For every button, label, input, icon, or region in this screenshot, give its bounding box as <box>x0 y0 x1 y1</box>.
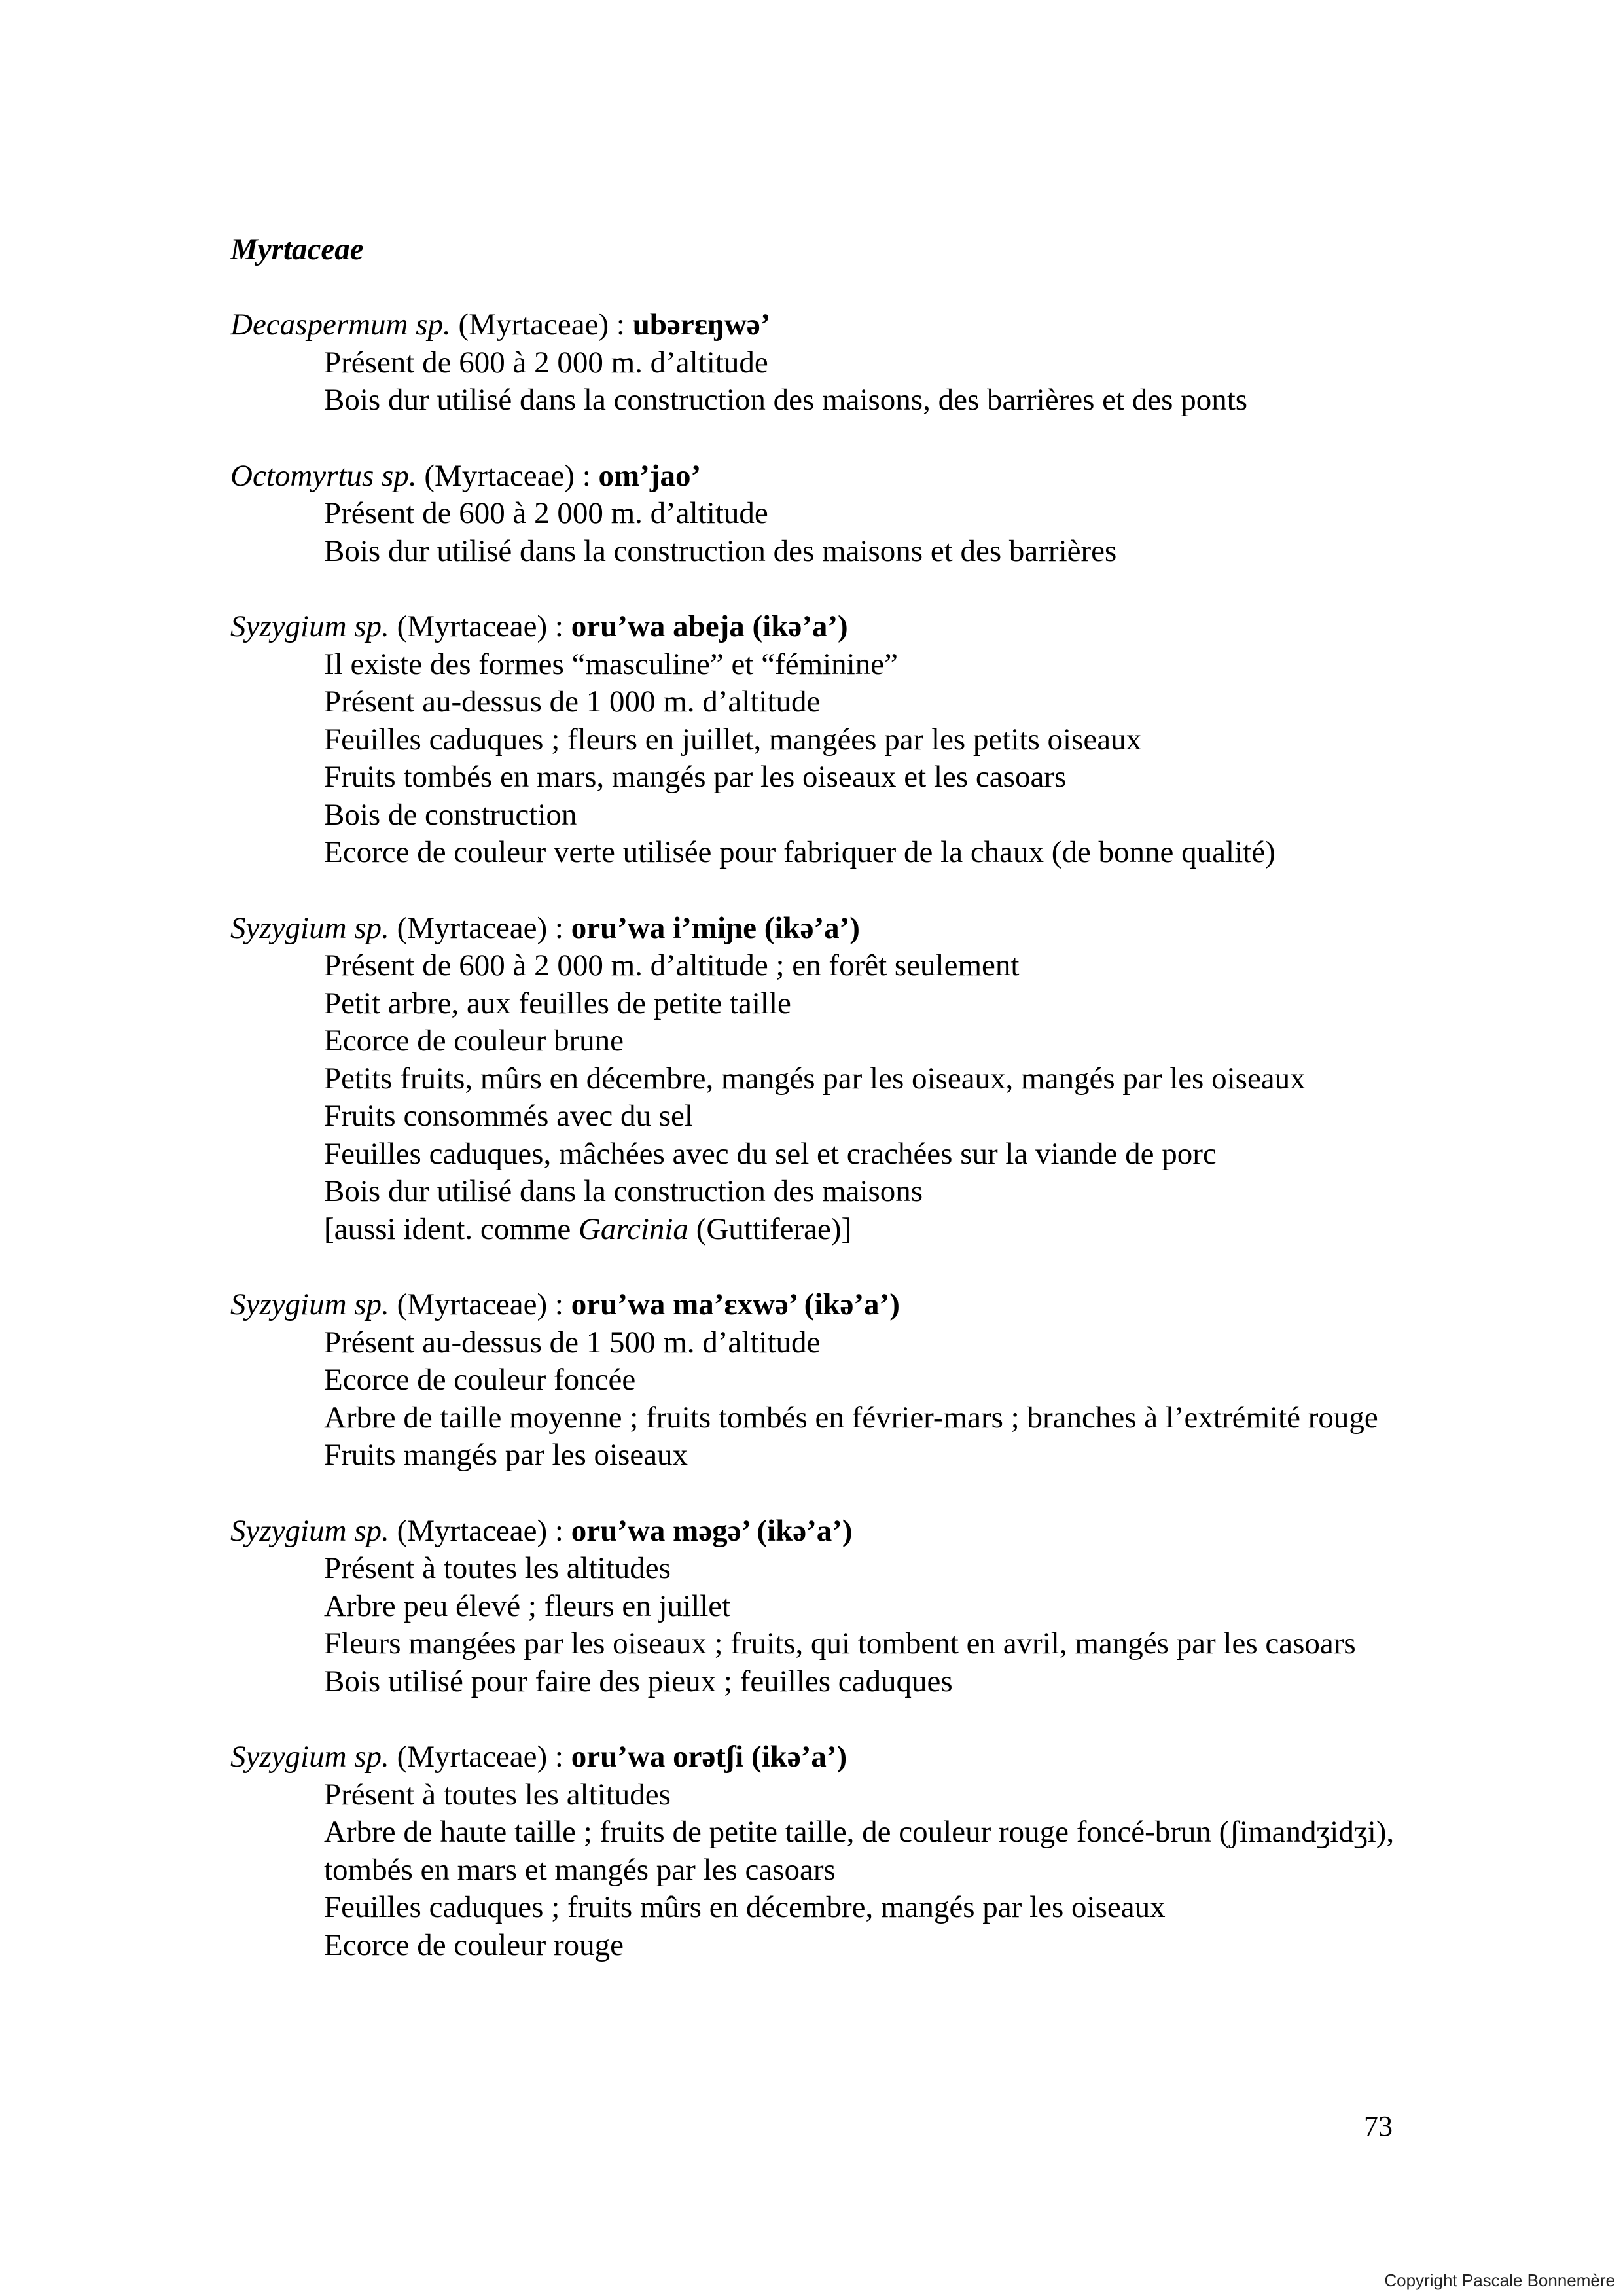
species-heading <box>230 910 1435 948</box>
description-line: Présent à toutes les altitudes <box>324 1551 671 1585</box>
identification-note <box>230 1211 1435 1249</box>
local-name: ubərɛŋwə’ <box>632 308 771 342</box>
description-line: Bois dur utilisé dans la construction des maisons, des barrières et des ponts <box>324 383 1248 417</box>
species-entry <box>230 306 1435 420</box>
species-heading <box>230 306 1435 344</box>
description-line: Feuilles caduques, mâchées avec du sel et crachées sur la viande de porc <box>324 1136 1217 1171</box>
scientific-name: Octomyrtus sp. <box>230 458 417 493</box>
family-name: (Myrtaceae) : <box>424 458 591 493</box>
description-line: Feuilles caduques ; fleurs en juillet, mangées par les petits oiseaux <box>324 722 1142 757</box>
description-line: Ecorce de couleur verte utilisée pour fabriquer de la chaux (de bonne qualité) <box>324 835 1275 869</box>
scientific-name: Syzygium sp. <box>230 1740 389 1774</box>
local-name: om’jao’ <box>598 458 702 493</box>
description-line: Présent de 600 à 2 000 m. d’altitude <box>324 345 768 380</box>
local-name: oru’wa orətʃi (ikə’a’) <box>571 1740 847 1774</box>
species-heading <box>230 457 1435 495</box>
description-line: Bois utilisé pour faire des pieux ; feuilles caduques <box>324 1664 953 1698</box>
family-name: (Myrtaceae) : <box>397 1513 563 1548</box>
species-heading <box>230 1738 1435 1776</box>
description-line: Il existe des formes “masculine” et “féminine” <box>324 647 898 681</box>
family-name: (Myrtaceae) : <box>397 1287 563 1321</box>
description-line: Bois de construction <box>324 797 577 832</box>
description-line: Présent de 600 à 2 000 m. d’altitude ; en forêt seulement <box>324 948 1020 982</box>
scientific-name: Syzygium sp. <box>230 609 389 643</box>
family-name: (Myrtaceae) : <box>397 1740 563 1774</box>
description-line: Feuilles caduques ; fruits mûrs en décembre, mangés par les oiseaux <box>324 1890 1166 1924</box>
scientific-name: Syzygium sp. <box>230 1287 389 1321</box>
family-name: (Myrtaceae) : <box>458 308 625 342</box>
description-line: Petits fruits, mûrs en décembre, mangés par les oiseaux, mangés par les oiseaux <box>324 1061 1306 1096</box>
local-name: oru’wa məgə’ (ikə’a’) <box>571 1513 853 1548</box>
species-entry <box>230 910 1435 1249</box>
description-line: Arbre de haute taille ; fruits de petite taille, de couleur rouge foncé-brun (ʃimandʒidʒi), tombés en mars et mangés par les casoars <box>324 1815 1395 1887</box>
family-name: (Myrtaceae) : <box>397 910 563 945</box>
species-heading <box>230 608 1435 646</box>
description-line: Arbre de taille moyenne ; fruits tombés en février-mars ; branches à l’extrémité rouge <box>324 1400 1378 1435</box>
description-line: Petit arbre, aux feuilles de petite taille <box>324 986 791 1020</box>
description-line: Ecorce de couleur rouge <box>324 1928 624 1962</box>
species-entry <box>230 1513 1435 1701</box>
description-line: Présent à toutes les altitudes <box>324 1777 671 1812</box>
species-entry <box>230 457 1435 571</box>
species-entry <box>230 1286 1435 1475</box>
scientific-name: Syzygium sp. <box>230 910 389 945</box>
family-name: (Myrtaceae) : <box>397 609 563 643</box>
copyright-notice: Copyright Pascale Bonnemère <box>1384 2270 1615 2290</box>
note-prefix: [aussi ident. comme <box>324 1211 579 1246</box>
description-line: Fleurs mangées par les oiseaux ; fruits, qui tombent en avril, mangés par les casoars <box>324 1626 1356 1660</box>
local-name: oru’wa abeja (ikə’a’) <box>571 609 848 643</box>
species-entry <box>230 1738 1435 1964</box>
description-line: Fruits mangés par les oiseaux <box>324 1438 688 1472</box>
page-number: 73 <box>1364 2110 1393 2142</box>
description-line: Bois dur utilisé dans la construction des maisons et des barrières <box>324 533 1117 568</box>
note-suffix: (Guttiferae)] <box>688 1211 852 1246</box>
scientific-name: Decaspermum sp. <box>230 308 451 342</box>
entry-list <box>230 306 1435 2002</box>
description-line: Présent de 600 à 2 000 m. d’altitude <box>324 496 768 530</box>
description-line: Fruits consommés avec du sel <box>324 1099 693 1133</box>
description-line: Présent au-dessus de 1 500 m. d’altitude <box>324 1325 821 1359</box>
description-line: Bois dur utilisé dans la construction des maisons <box>324 1174 923 1208</box>
section-title: Myrtaceae <box>230 232 364 266</box>
description-line: Ecorce de couleur foncée <box>324 1363 636 1397</box>
description-line: Présent au-dessus de 1 000 m. d’altitude <box>324 685 821 719</box>
species-heading <box>230 1286 1435 1324</box>
description-line: Fruits tombés en mars, mangés par les oiseaux et les casoars <box>324 760 1067 794</box>
note-genus: Garcinia <box>578 1211 688 1246</box>
species-heading <box>230 1513 1435 1551</box>
local-name: oru’wa i’miɲe (ikə’a’) <box>571 910 860 945</box>
species-entry <box>230 608 1435 872</box>
description-line: Arbre peu élevé ; fleurs en juillet <box>324 1588 731 1623</box>
scientific-name: Syzygium sp. <box>230 1513 389 1548</box>
description-line: Ecorce de couleur brune <box>324 1024 624 1058</box>
local-name: oru’wa ma’ɛxwə’ (ikə’a’) <box>571 1287 900 1321</box>
